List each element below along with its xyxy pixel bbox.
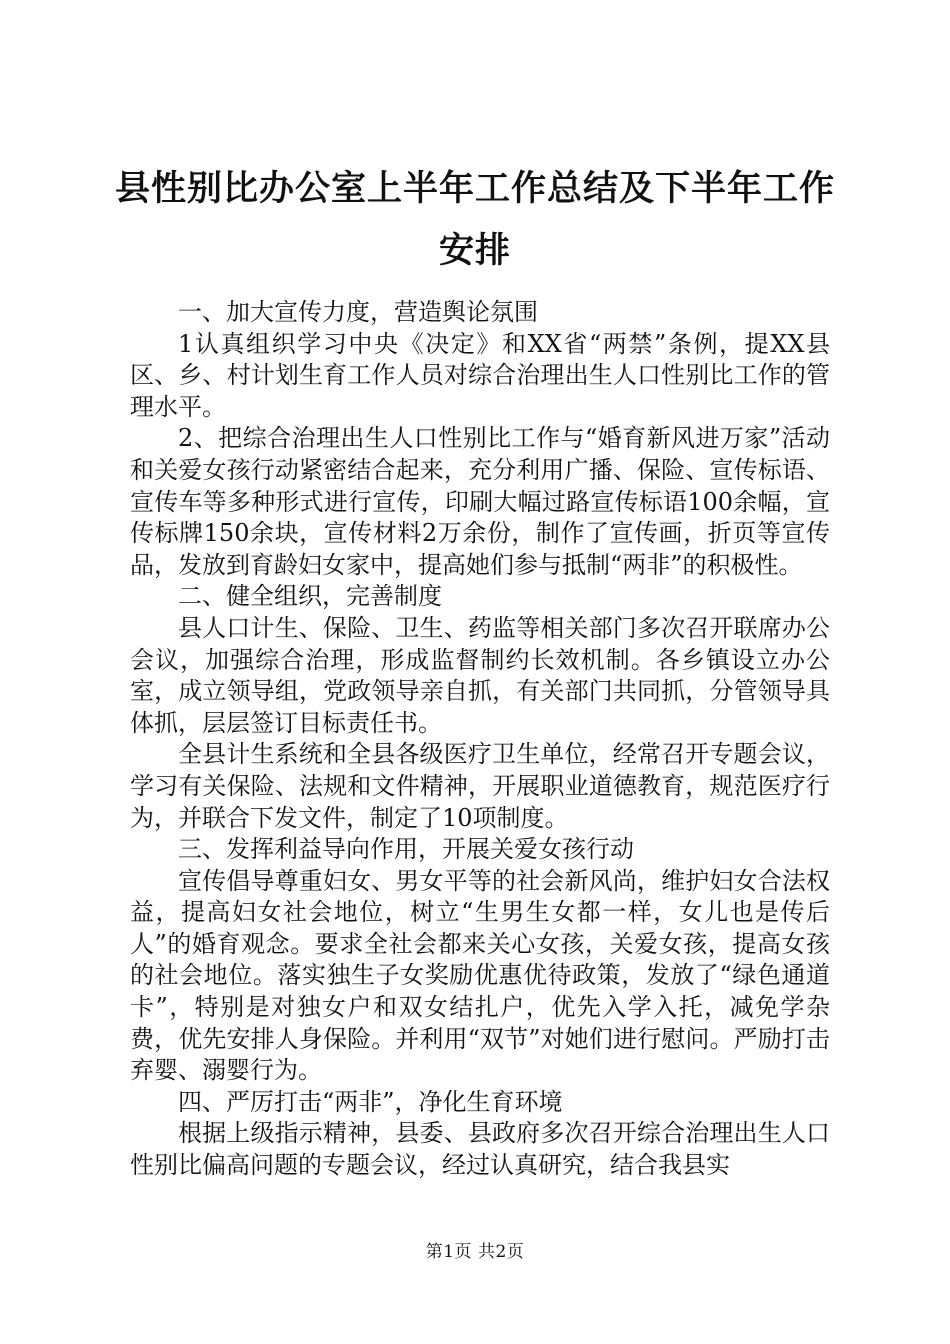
section-heading-3: 三、发挥利益导向作用，开展关爱女孩行动 bbox=[178, 835, 634, 864]
paragraph: 宣传倡导尊重妇女、男女平等的社会新风尚，维护妇女合法权益，提高妇女社会地位，树立“生男生女都一样，女儿也是传后人”的婚育观念。要求全社会都来关心女孩，关爱女孩，提高女孩的社会地位。落实独生子女奖励优惠优待政策，发放了“绿色通道卡”，特别是对独女户和双女结扎户，优先入学入托，减免学杂费，优先安排人身保险。并利用“双节”对她们进行慰问。严励打击弃婴、溺婴行为。 bbox=[130, 866, 830, 1085]
section-heading-1: 一、加大宣传力度，营造舆论氛围 bbox=[178, 298, 538, 326]
page-number-footer: 第1页 共2页 bbox=[425, 1242, 525, 1262]
paragraph: 全县计生系统和全县各级医疗卫生单位，经常召开专题会议，学习有关保险、法规和文件精神，开展职业道德教育，规范医疗行为，并联合下发文件，制定了10项制度。 bbox=[130, 740, 830, 832]
section-heading-4: 四、严厉打击“两非”，净化生育环境 bbox=[178, 1087, 563, 1116]
paragraph: 县人口计生、保险、卫生、药监等相关部门多次召开联席办公会议，加强综合治理，形成监督制约长效机制。各乡镇设立办公室，成立领导组，党政领导亲自抓，有关部门共同抓，分管领导具体抓，层层签订目标责任书。 bbox=[130, 613, 830, 737]
paragraph: 根据上级指示精神，县委、县政府多次召开综合治理出生人口性别比偏高问题的专题会议，经过认真研究，结合我县实 bbox=[130, 1119, 830, 1180]
paragraph: 2、把综合治理出生人口性别比工作与“婚育新风进万家”活动和关爱女孩行动紧密结合起来，充分利用广播、保险、宣传标语、宣传车等多种形式进行宣传，印刷大幅过路宣传标语100余幅，宣传标牌150余块，宣传材料2万余份，制作了宣传画，折页等宣传品，发放到育龄妇女家中，提高她们参与抵制“两非”的积极性。 bbox=[130, 424, 830, 579]
document-title: 县性别比办公室上半年工作总结及下半年工作安排 bbox=[114, 169, 835, 271]
paragraph: 1认真组织学习中央《决定》和XX省“两禁”条例，提XX县区、乡、村计划生育工作人员对综合治理出生人口性别比工作的管理水平。 bbox=[130, 329, 830, 421]
section-heading-2: 二、健全组织，完善制度 bbox=[178, 582, 442, 611]
document-body bbox=[130, 297, 830, 1182]
